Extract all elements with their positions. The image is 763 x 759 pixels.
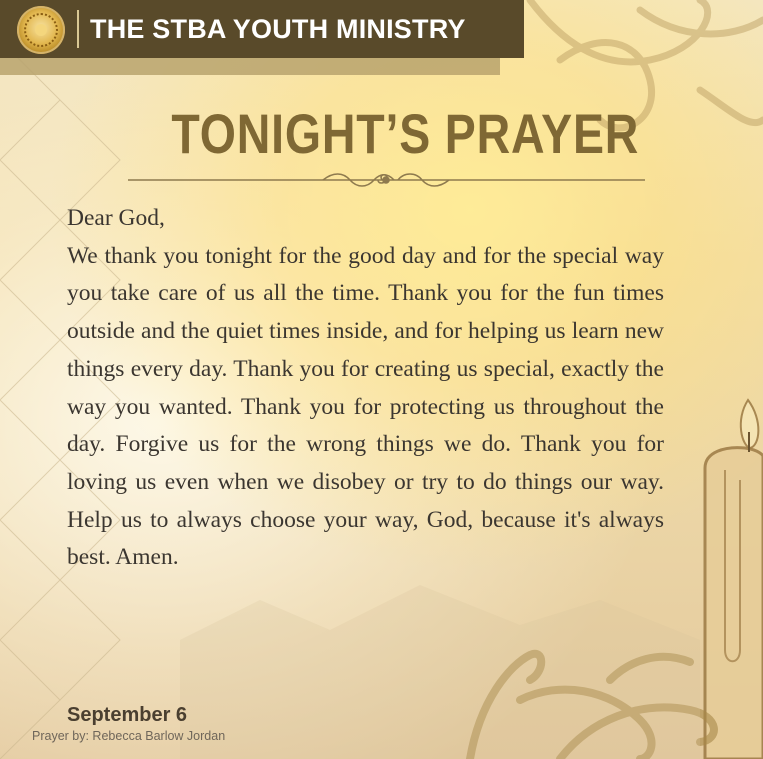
ministry-title: THE STBA YOUTH MINISTRY [90, 14, 466, 44]
title-divider-ornament [128, 170, 645, 190]
prayer-text: We thank you tonight for the good day and for the special way you take care of us all the time. Thank you for the fun times outside and the quiet times inside, and for helping us learn new things every day. Thank you for creating us special, exactly the way you wanted. Thank you for protecting us throughout the day. Forgive us for the wrong things we do. Thank you for loving us even when we disobey or try to do things our way. Help us to always choose your way, God, because it's always best. Amen. [67, 242, 664, 571]
header-divider [77, 10, 79, 48]
logo-center [35, 24, 47, 36]
header-underline [0, 58, 500, 75]
mountain-silhouette [180, 585, 700, 759]
prayer-credit: Prayer by: Rebecca Barlow Jordan [32, 729, 226, 743]
prayer-body [67, 200, 664, 577]
prayer-greeting: Dear God, [67, 205, 165, 231]
prayer-date: September 6 [67, 704, 188, 726]
candle-illustration [705, 400, 763, 759]
ministry-logo-icon [17, 6, 65, 54]
page-title: TONIGHT’S PRAYER [171, 102, 640, 165]
